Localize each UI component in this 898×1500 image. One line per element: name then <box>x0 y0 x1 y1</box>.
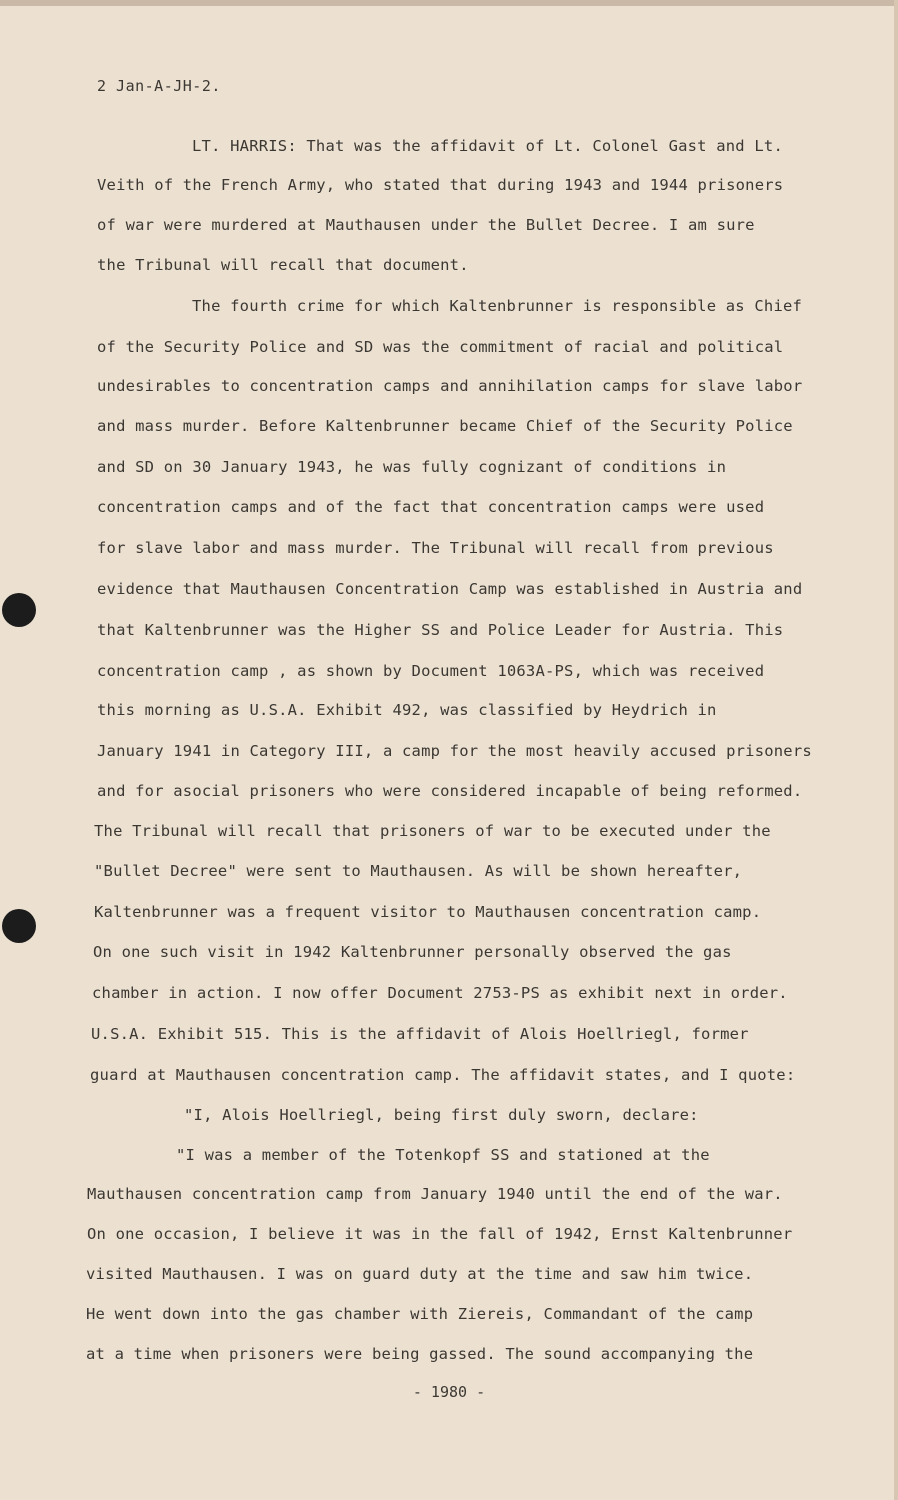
text-line: guard at Mauthausen concentration camp. The affidavit states, and I quote: <box>90 1066 796 1084</box>
text-line: January 1941 in Category III, a camp for the most heavily accused prisoners <box>97 742 812 760</box>
text-line: concentration camps and of the fact that concentration camps were used <box>97 498 765 516</box>
text-line: The Tribunal will recall that prisoners of war to be executed under the <box>94 822 771 840</box>
text-line: and SD on 30 January 1943, he was fully cognizant of conditions in <box>97 458 727 476</box>
quote-line: "I, Alois Hoellriegl, being first duly sworn, declare: <box>184 1106 699 1124</box>
text-line: U.S.A. Exhibit 515. This is the affidavit of Alois Hoellriegl, former <box>91 1025 749 1043</box>
text-line: On one such visit in 1942 Kaltenbrunner personally observed the gas <box>93 943 732 961</box>
text-line: undesirables to concentration camps and annihilation camps for slave labor <box>97 377 803 395</box>
punch-hole-upper <box>2 593 36 627</box>
punch-hole-lower <box>2 909 36 943</box>
text-line: and mass murder. Before Kaltenbrunner became Chief of the Security Police <box>97 417 793 435</box>
page-reference: 2 Jan-A-JH-2. <box>97 77 221 95</box>
quote-line: visited Mauthausen. I was on guard duty at the time and saw him twice. <box>86 1265 754 1283</box>
text-line: of the Security Police and SD was the commitment of racial and political <box>97 338 784 356</box>
text-line: Kaltenbrunner was a frequent visitor to Mauthausen concentration camp. <box>94 903 762 921</box>
text-line: LT. HARRIS: That was the affidavit of Lt. Colonel Gast and Lt. <box>192 137 783 155</box>
quote-line: On one occasion, I believe it was in the fall of 1942, Ernst Kaltenbrunner <box>87 1225 793 1243</box>
text-line: evidence that Mauthausen Concentration Camp was established in Austria and <box>97 580 803 598</box>
text-line: Veith of the French Army, who stated that during 1943 and 1944 prisoners <box>97 176 784 194</box>
text-line: that Kaltenbrunner was the Higher SS and Police Leader for Austria. This <box>97 621 784 639</box>
quote-line: "I was a member of the Totenkopf SS and stationed at the <box>176 1146 710 1164</box>
text-line: this morning as U.S.A. Exhibit 492, was classified by Heydrich in <box>97 701 717 719</box>
text-line: of war were murdered at Mauthausen under the Bullet Decree. I am sure <box>97 216 755 234</box>
page-number: - 1980 - <box>412 1383 486 1401</box>
page-top-edge <box>0 0 898 6</box>
quote-line: Mauthausen concentration camp from January 1940 until the end of the war. <box>87 1185 783 1203</box>
quote-line: at a time when prisoners were being gassed. The sound accompanying the <box>86 1345 754 1363</box>
text-line: for slave labor and mass murder. The Tribunal will recall from previous <box>97 539 774 557</box>
text-line: The fourth crime for which Kaltenbrunner is responsible as Chief <box>192 297 803 315</box>
text-line: chamber in action. I now offer Document 2753-PS as exhibit next in order. <box>92 984 788 1002</box>
text-line: the Tribunal will recall that document. <box>97 256 469 274</box>
text-line: and for asocial prisoners who were considered incapable of being reformed. <box>97 782 803 800</box>
text-line: "Bullet Decree" were sent to Mauthausen. As will be shown hereafter, <box>94 862 743 880</box>
quote-line: He went down into the gas chamber with Ziereis, Commandant of the camp <box>86 1305 754 1323</box>
text-line: concentration camp , as shown by Document 1063A-PS, which was received <box>97 662 765 680</box>
page-right-edge <box>894 0 898 1500</box>
